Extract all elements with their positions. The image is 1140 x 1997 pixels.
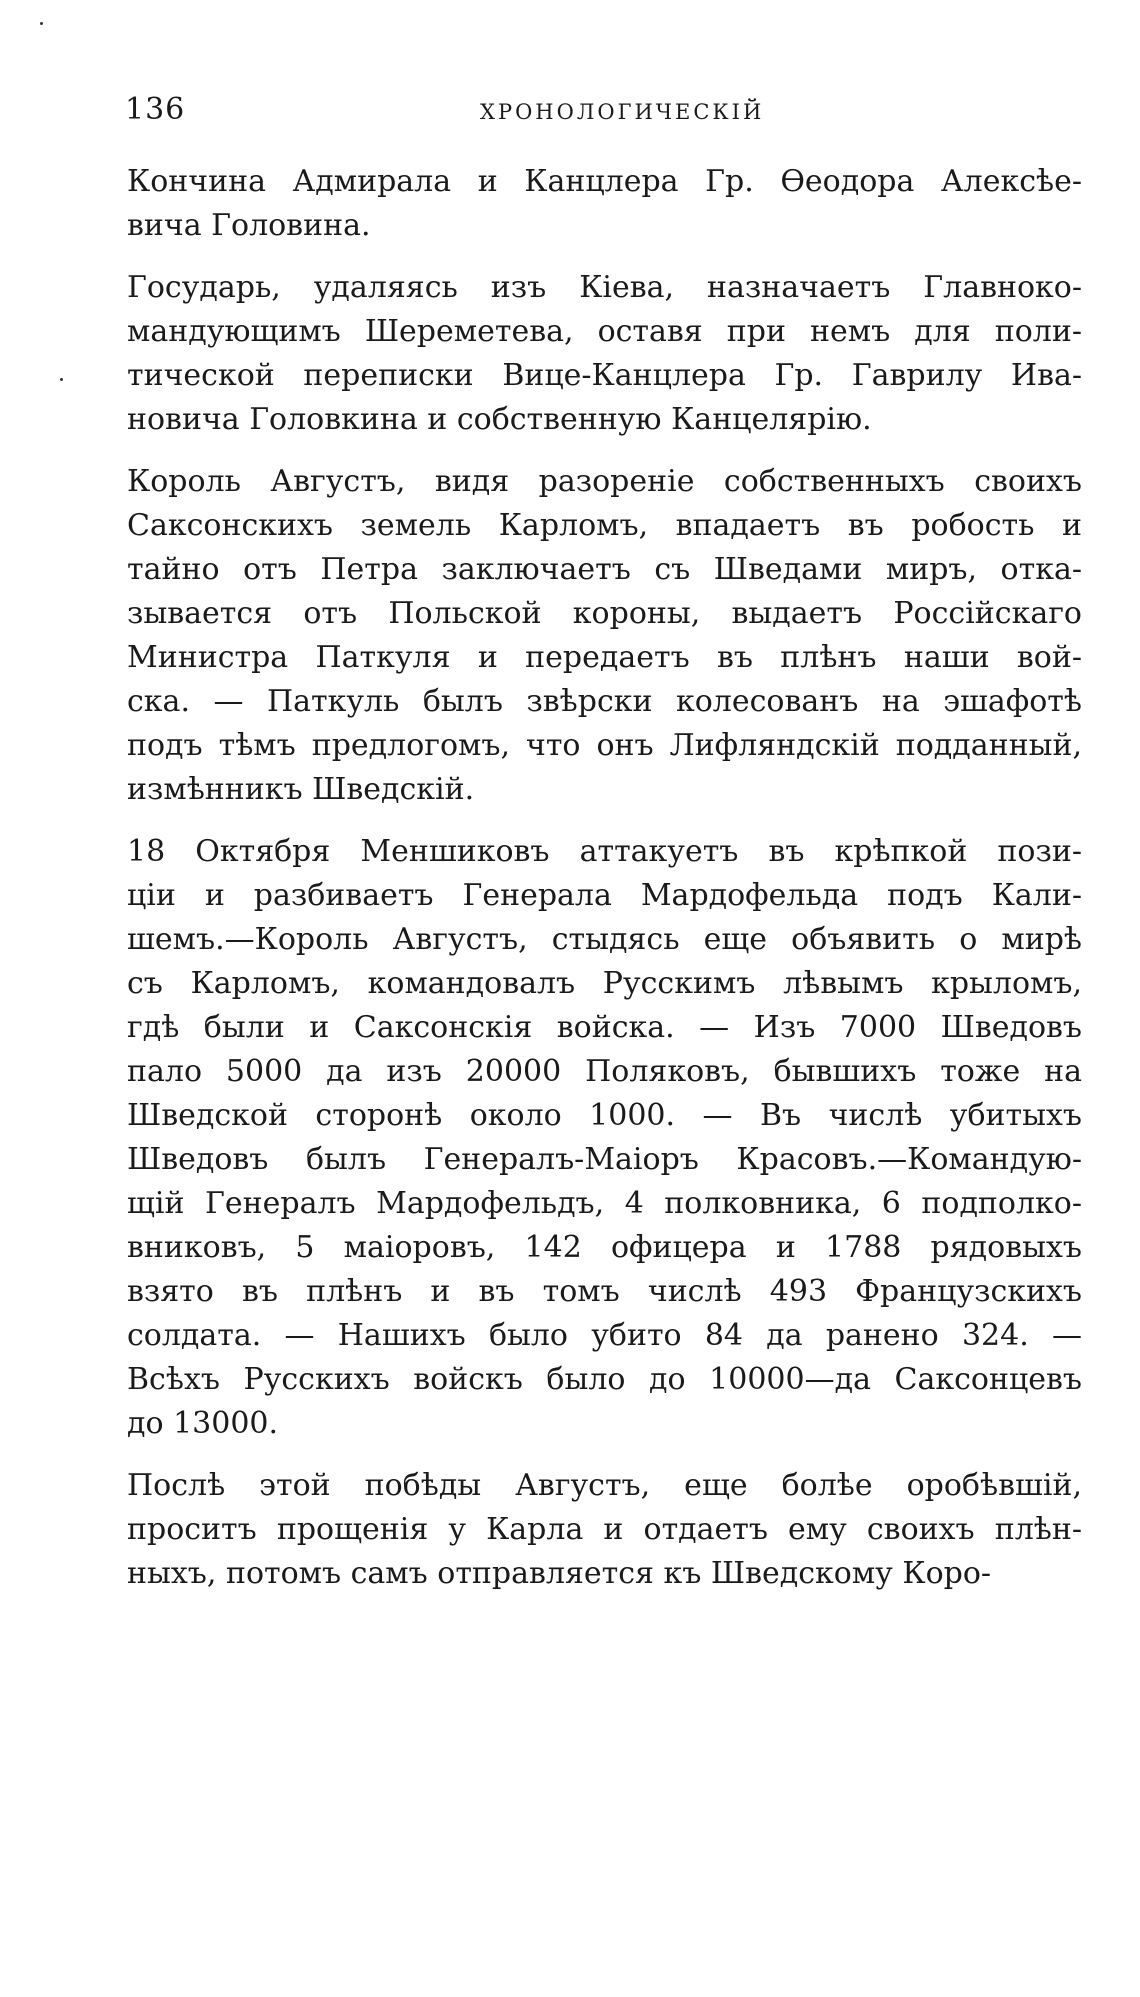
text-line: Министра Паткуля и передаетъ въ плѣнъ наши вой- — [127, 640, 1082, 675]
text-line: 18 Октября Меншиковъ аттакуетъ въ крѣпкой пози- — [127, 834, 1082, 869]
text-line: солдата. — Нашихъ было убито 84 да ранено 324. — — [127, 1318, 1082, 1353]
text-line: Шведской сторонѣ около 1000. — Въ числѣ убитыхъ — [127, 1098, 1082, 1133]
paragraph — [127, 266, 1082, 442]
paragraph — [127, 830, 1082, 1446]
paragraph — [127, 460, 1082, 812]
text-line: мандующимъ Шереметева, оставя при немъ для поли- — [127, 314, 1082, 349]
text-line: ска. — Паткуль былъ звѣрски колесованъ на эшафотѣ — [127, 684, 1082, 719]
paragraph — [127, 160, 1082, 248]
text-line: щій Генералъ Мардофельдъ, 4 полковника, 6 подполко- — [127, 1186, 1082, 1221]
body-text — [127, 160, 1082, 1614]
text-line: шемъ.—Король Августъ, стыдясь еще объявить о мирѣ — [127, 922, 1082, 957]
text-line: подъ тѣмъ предлогомъ, что онъ Лифляндскій подданный, — [127, 728, 1082, 763]
text-line: Всѣхъ Русскихъ войскъ было до 10000—да Саксонцевъ — [127, 1362, 1082, 1397]
ink-speck — [40, 22, 43, 25]
text-line: взято въ плѣнъ и въ томъ числѣ 493 Французскихъ — [127, 1274, 1082, 1309]
text-line: вича Головина. — [127, 208, 371, 243]
text-line: пало 5000 да изъ 20000 Поляковъ, бывшихъ тоже на — [127, 1054, 1082, 1089]
paragraph — [127, 1464, 1082, 1596]
text-line: Послѣ этой побѣды Августъ, еще болѣе оробѣвшій, — [127, 1468, 1082, 1503]
text-line: проситъ прощенія у Карла и отдаетъ ему своихъ плѣн- — [127, 1512, 1082, 1547]
text-line: до 13000. — [127, 1406, 279, 1441]
text-line: Саксонскихъ земель Карломъ, впадаетъ въ робость и — [127, 508, 1082, 543]
page-header — [125, 92, 1085, 142]
text-line: Король Августъ, видя разореніе собственныхъ своихъ — [127, 464, 1082, 499]
text-line: Шведовъ былъ Генералъ-Маіоръ Красовъ.—Командую- — [127, 1142, 1082, 1177]
text-line: ныхъ, потомъ самъ отправляется къ Шведскому Коро- — [127, 1556, 992, 1591]
ink-speck — [60, 378, 63, 381]
page-number: 136 — [125, 92, 186, 127]
text-line: тайно отъ Петра заключаетъ съ Шведами миръ, отка- — [127, 552, 1082, 587]
text-line: гдѣ были и Саксонскія войска. — Изъ 7000 Шведовъ — [127, 1010, 1082, 1045]
text-line: съ Карломъ, командовалъ Русскимъ лѣвымъ крыломъ, — [127, 966, 1082, 1001]
text-line: ціи и разбиваетъ Генерала Мардофельда подъ Кали- — [127, 878, 1082, 913]
text-line: Кончина Адмирала и Канцлера Гр. Ѳеодора Алексѣе- — [127, 164, 1082, 199]
text-line: зывается отъ Польской короны, выдаетъ Россійскаго — [127, 596, 1082, 631]
text-line: тической переписки Вице-Канцлера Гр. Гаврилу Ива- — [127, 358, 1082, 393]
text-line: вниковъ, 5 маіоровъ, 142 офицера и 1788 рядовыхъ — [127, 1230, 1082, 1265]
running-head: ХРОНОЛОГИЧЕСКІЙ — [480, 100, 765, 124]
text-line: Государь, удаляясь изъ Кіева, назначаетъ Главноко- — [127, 270, 1082, 305]
text-line: новича Головкина и собственную Канцелярію. — [127, 402, 872, 437]
text-line: измѣнникъ Шведскій. — [127, 772, 475, 807]
